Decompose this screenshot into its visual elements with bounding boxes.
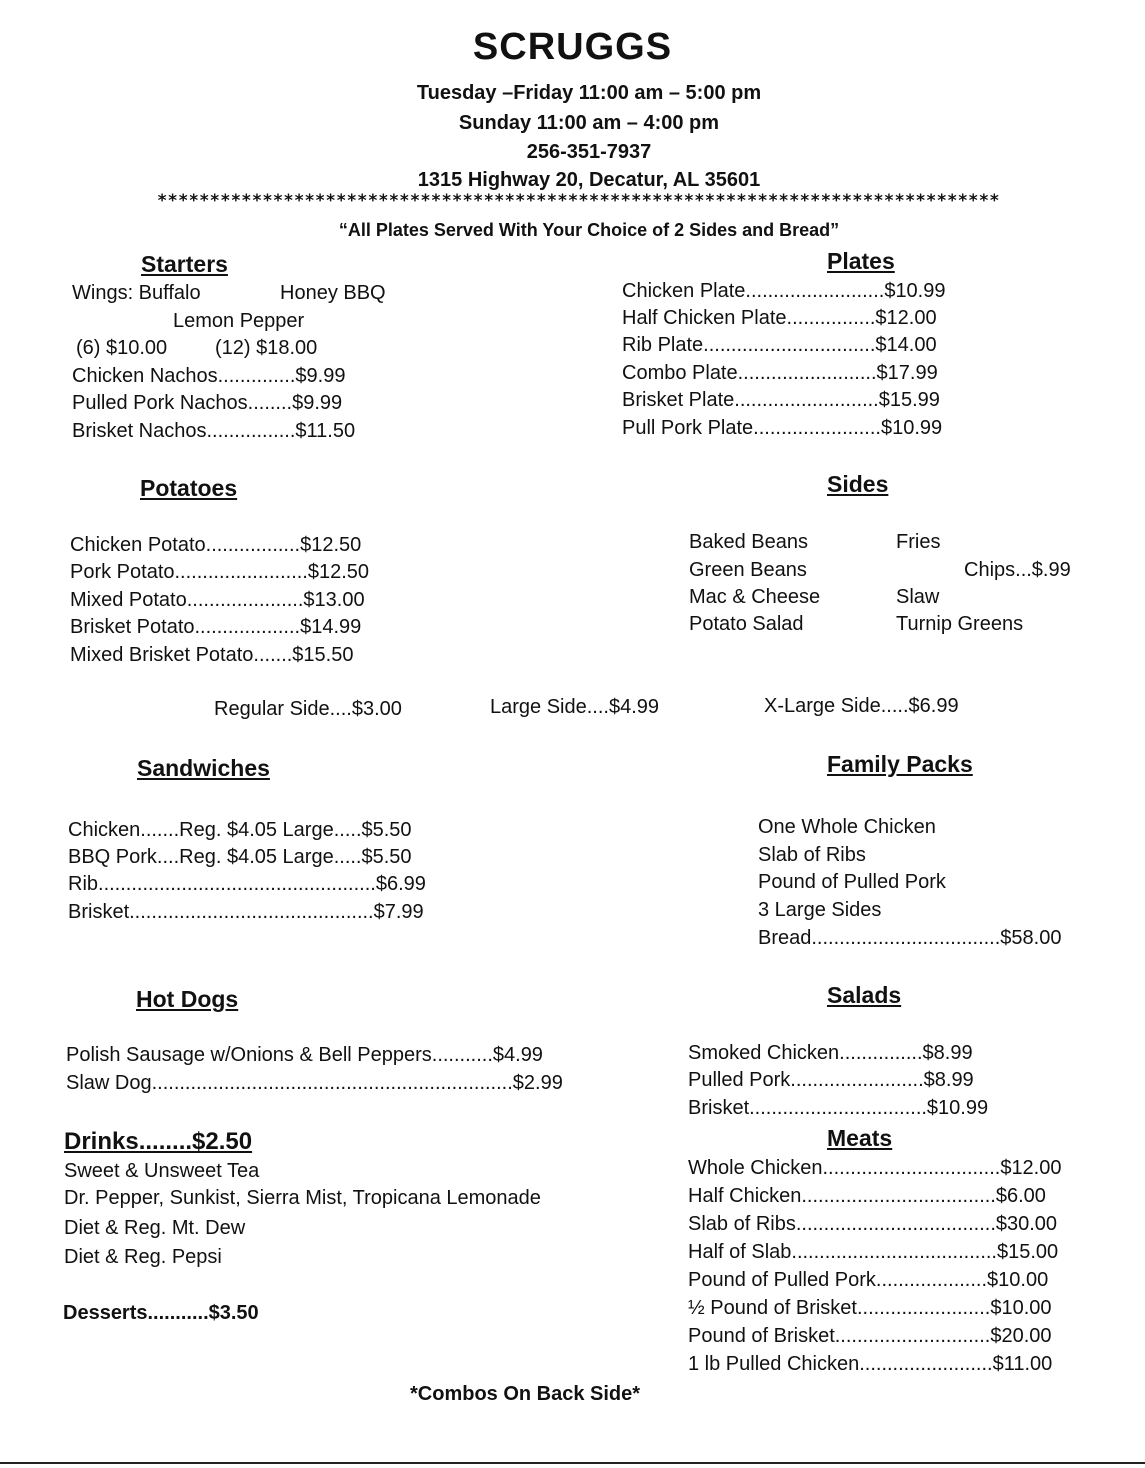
hot-dog-item: Polish Sausage w/Onions & Bell Peppers...........$4.99	[66, 1044, 543, 1066]
meat-item: Pound of Brisket............................$20.00	[688, 1325, 1052, 1347]
xlarge-side-price: X-Large Side.....$6.99	[764, 695, 959, 717]
salad-item: Pulled Pork........................$8.99	[688, 1069, 974, 1091]
salad-item: Brisket................................$10.99	[688, 1097, 989, 1119]
wings-price-12: (12) $18.00	[215, 337, 318, 359]
sandwich-item: Rib..................................................$6.99	[68, 873, 426, 895]
family-pack-price: Bread..................................$58.00	[758, 927, 1062, 949]
family-pack-item: Slab of Ribs	[758, 844, 866, 866]
phone-number: 256-351-7937	[526, 141, 652, 163]
sandwich-item: BBQ Pork....Reg. $4.05 Large.....$5.50	[68, 846, 412, 868]
potato-item: Mixed Potato.....................$13.00	[70, 589, 365, 611]
salads-heading: Salads	[827, 982, 902, 1008]
starters-heading: Starters	[141, 251, 228, 277]
plate-item: Half Chicken Plate................$12.00	[622, 307, 937, 329]
starter-item: Pulled Pork Nachos........$9.99	[72, 392, 343, 414]
potato-item: Mixed Brisket Potato.......$15.50	[70, 644, 354, 666]
hot-dogs-heading: Hot Dogs	[136, 986, 239, 1012]
starter-item: Chicken Nachos..............$9.99	[72, 365, 346, 387]
bottom-border-line	[0, 1462, 1145, 1464]
side-item: Mac & Cheese	[689, 586, 821, 608]
wings-price-6: (6) $10.00	[76, 337, 168, 359]
family-pack-item: One Whole Chicken	[758, 816, 936, 838]
family-pack-item: 3 Large Sides	[758, 899, 882, 921]
plates-note: “All Plates Served With Your Choice of 2 Sides and Bread”	[338, 220, 840, 240]
hours-weekday: Tuesday –Friday 11:00 am – 5:00 pm	[416, 82, 762, 104]
family-pack-item: Pound of Pulled Pork	[758, 871, 946, 893]
potato-item: Brisket Potato...................$14.99	[70, 616, 362, 638]
wings-flavor-honey-bbq: Honey BBQ	[280, 282, 386, 304]
side-item: Potato Salad	[689, 613, 804, 635]
wings-label: Wings: Buffalo	[72, 282, 201, 304]
drinks-heading: Drinks........$2.50	[64, 1128, 253, 1155]
meat-item: ½ Pound of Brisket........................$10.00	[688, 1297, 1052, 1319]
plate-item: Combo Plate.........................$17.99	[622, 362, 938, 384]
sandwich-item: Chicken.......Reg. $4.05 Large.....$5.50	[68, 819, 412, 841]
hours-sunday: Sunday 11:00 am – 4:00 pm	[458, 112, 720, 134]
meat-item: Half Chicken...................................$6.00	[688, 1185, 1046, 1207]
meat-item: Slab of Ribs....................................$30.00	[688, 1213, 1058, 1235]
plate-item: Pull Pork Plate.......................$10.99	[622, 417, 943, 439]
plates-heading: Plates	[827, 248, 895, 274]
side-item: Turnip Greens	[896, 613, 1024, 635]
regular-side-price: Regular Side....$3.00	[214, 698, 402, 720]
sides-heading: Sides	[827, 471, 889, 497]
address: 1315 Highway 20, Decatur, AL 35601	[417, 169, 761, 191]
drink-item: Sweet & Unsweet Tea	[64, 1160, 260, 1182]
combos-note: *Combos On Back Side*	[410, 1383, 641, 1405]
family-packs-heading: Family Packs	[827, 751, 973, 777]
hot-dog-item: Slaw Dog.................................................................$2.99	[66, 1072, 563, 1094]
plate-item: Brisket Plate..........................$15.99	[622, 389, 940, 411]
drink-item: Diet & Reg. Mt. Dew	[64, 1217, 246, 1239]
meat-item: Whole Chicken................................$12.00	[688, 1157, 1062, 1179]
side-item: Baked Beans	[689, 531, 808, 553]
plate-item: Rib Plate...............................$14.00	[622, 334, 937, 356]
large-side-price: Large Side....$4.99	[490, 696, 660, 718]
sandwiches-heading: Sandwiches	[137, 755, 270, 781]
starter-item: Brisket Nachos................$11.50	[72, 420, 356, 442]
meats-heading: Meats	[827, 1125, 893, 1151]
meat-item: 1 lb Pulled Chicken........................$11.00	[688, 1353, 1053, 1375]
star-divider: ********************************************************************************	[157, 191, 1000, 211]
side-item: Green Beans	[689, 559, 807, 581]
restaurant-title: SCRUGGS	[472, 26, 673, 68]
plate-item: Chicken Plate.........................$10.99	[622, 280, 946, 302]
drink-item: Diet & Reg. Pepsi	[64, 1246, 222, 1268]
salad-item: Smoked Chicken...............$8.99	[688, 1042, 973, 1064]
wings-flavor-lemon-pepper: Lemon Pepper	[173, 310, 305, 332]
side-chips: Chips...$.99	[964, 559, 1071, 581]
meat-item: Pound of Pulled Pork....................$10.00	[688, 1269, 1049, 1291]
potatoes-heading: Potatoes	[140, 475, 238, 501]
side-item: Fries	[896, 531, 941, 553]
side-item: Slaw	[896, 586, 940, 608]
potato-item: Pork Potato........................$12.50	[70, 561, 370, 583]
sandwich-item: Brisket............................................$7.99	[68, 901, 424, 923]
potato-item: Chicken Potato.................$12.50	[70, 534, 362, 556]
drink-item: Dr. Pepper, Sunkist, Sierra Mist, Tropicana Lemonade	[64, 1187, 541, 1209]
meat-item: Half of Slab.....................................$15.00	[688, 1241, 1059, 1263]
desserts-price: Desserts...........$3.50	[63, 1302, 259, 1324]
